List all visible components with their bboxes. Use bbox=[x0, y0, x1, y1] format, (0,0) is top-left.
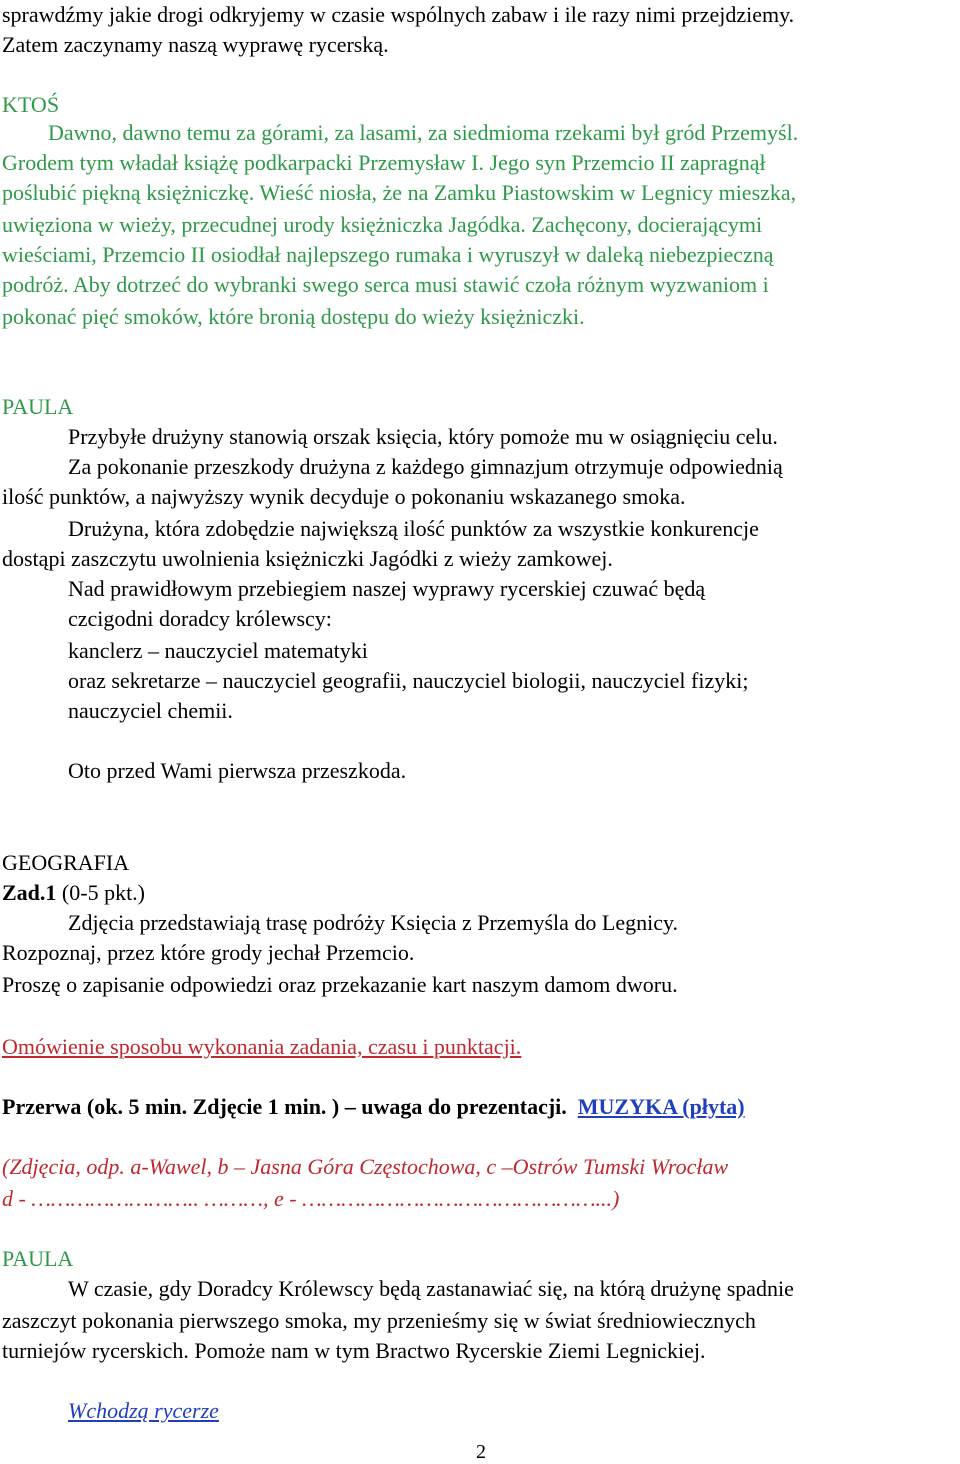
paula-line: Oto przed Wami pierwsza przeszkoda. bbox=[68, 758, 407, 783]
paula-line: dostąpi zaszczytu uwolnienia księżniczki Jagódki z wieży zamkowej. bbox=[2, 546, 613, 571]
paula-line: ilość punktów, a najwyższy wynik decyduje o pokonaniu wskazanego smoka. bbox=[2, 484, 686, 509]
ktos-line: wieściami, Przemcio II osiodłał najlepszego rumaka i wyruszył w daleką niebezpieczną bbox=[2, 242, 774, 267]
intro-line-2: Zatem zaczynamy naszą wyprawę rycerską. bbox=[2, 32, 389, 57]
paula-line: nauczyciel chemii. bbox=[68, 698, 233, 723]
paula-line: Przybyłe drużyny stanowią orszak księcia, który pomoże mu w osiągnięciu celu. bbox=[68, 424, 778, 449]
ktos-line: pokonać pięć smoków, które bronią dostępu do wieży księżniczki. bbox=[2, 304, 585, 329]
ktos-line: Dawno, dawno temu za górami, za lasami, za siedmioma rzekami był gród Przemyśl. bbox=[48, 120, 799, 145]
task-points: (0-5 pkt.) bbox=[56, 880, 146, 905]
paula-line: kanclerz – nauczyciel matematyki bbox=[68, 638, 368, 663]
intro-line-1: sprawdźmy jakie drogi odkryjemy w czasie wspólnych zabaw i ile razy nimi przejdziemy. bbox=[2, 2, 795, 27]
paula-line: Nad prawidłowym przebiegiem naszej wyprawy rycerskiej czuwać będą bbox=[68, 576, 706, 601]
speaker-ktos: KTOŚ bbox=[2, 92, 60, 117]
paula2-line: W czasie, gdy Doradcy Królewscy będą zastanawiać się, na którą drużynę spadnie bbox=[68, 1276, 794, 1301]
section-heading-geografia: GEOGRAFIA bbox=[2, 850, 130, 875]
break-text: Przerwa (ok. 5 min. Zdjęcie 1 min. ) – uwaga do prezentacji. bbox=[2, 1094, 567, 1119]
ktos-line: poślubić piękną księżniczkę. Wieść niosła, że na Zamku Piastowskim w Legnicy mieszka, bbox=[2, 180, 797, 205]
task-title bbox=[2, 878, 145, 908]
break-line bbox=[2, 1092, 745, 1122]
ktos-line: podróż. Aby dotrzeć do wybranki swego serca musi stawić czoła różnym wyzwaniom i bbox=[2, 272, 769, 297]
task-number: Zad.1 bbox=[2, 880, 57, 905]
answers-line-2: d - …………………….. ………, e - ………………………………………...) bbox=[2, 1186, 620, 1211]
instructions-note: Omówienie sposobu wykonania zadania, czasu i punktacji. bbox=[2, 1034, 522, 1059]
paula-line: czcigodni doradcy królewscy: bbox=[68, 606, 332, 631]
task-line: Rozpoznaj, przez które grody jechał Przemcio. bbox=[2, 940, 415, 965]
task-line: Proszę o zapisanie odpowiedzi oraz przekazanie kart naszym damom dworu. bbox=[2, 972, 678, 997]
answers-line-1: (Zdjęcia, odp. a-Wawel, b – Jasna Góra Częstochowa, c –Ostrów Tumski Wrocław bbox=[2, 1154, 729, 1179]
speaker-paula: PAULA bbox=[2, 394, 74, 419]
task-line: Zdjęcia przedstawiają trasę podróży Księcia z Przemyśla do Legnicy. bbox=[68, 910, 679, 935]
page-number: 2 bbox=[476, 1441, 486, 1463]
paula2-line: zaszczyt pokonania pierwszego smoka, my przenieśmy się w świat średniowiecznych bbox=[2, 1308, 756, 1333]
music-link[interactable]: MUZYKA (płyta) bbox=[577, 1094, 745, 1119]
paula-line: oraz sekretarze – nauczyciel geografii, nauczyciel biologii, nauczyciel fizyki; bbox=[68, 668, 749, 693]
ktos-line: uwięziona w wieży, przecudnej urody księżniczka Jagódka. Zachęcony, docierającymi bbox=[2, 212, 763, 237]
paula-line: Za pokonanie przeszkody drużyna z każdego gimnazjum otrzymuje odpowiednią bbox=[68, 454, 783, 479]
paula2-line: turniejów rycerskich. Pomoże nam w tym Bractwo Rycerskie Ziemi Legnickiej. bbox=[2, 1338, 706, 1363]
ktos-line: Grodem tym władał książę podkarpacki Przemysław I. Jego syn Przemcio II zapragnął bbox=[2, 150, 766, 175]
paula-line: Drużyna, która zdobędzie największą ilość punktów za wszystkie konkurencje bbox=[68, 516, 759, 541]
knights-enter-link[interactable]: Wchodzą rycerze bbox=[68, 1398, 219, 1423]
speaker-paula-2: PAULA bbox=[2, 1246, 74, 1271]
